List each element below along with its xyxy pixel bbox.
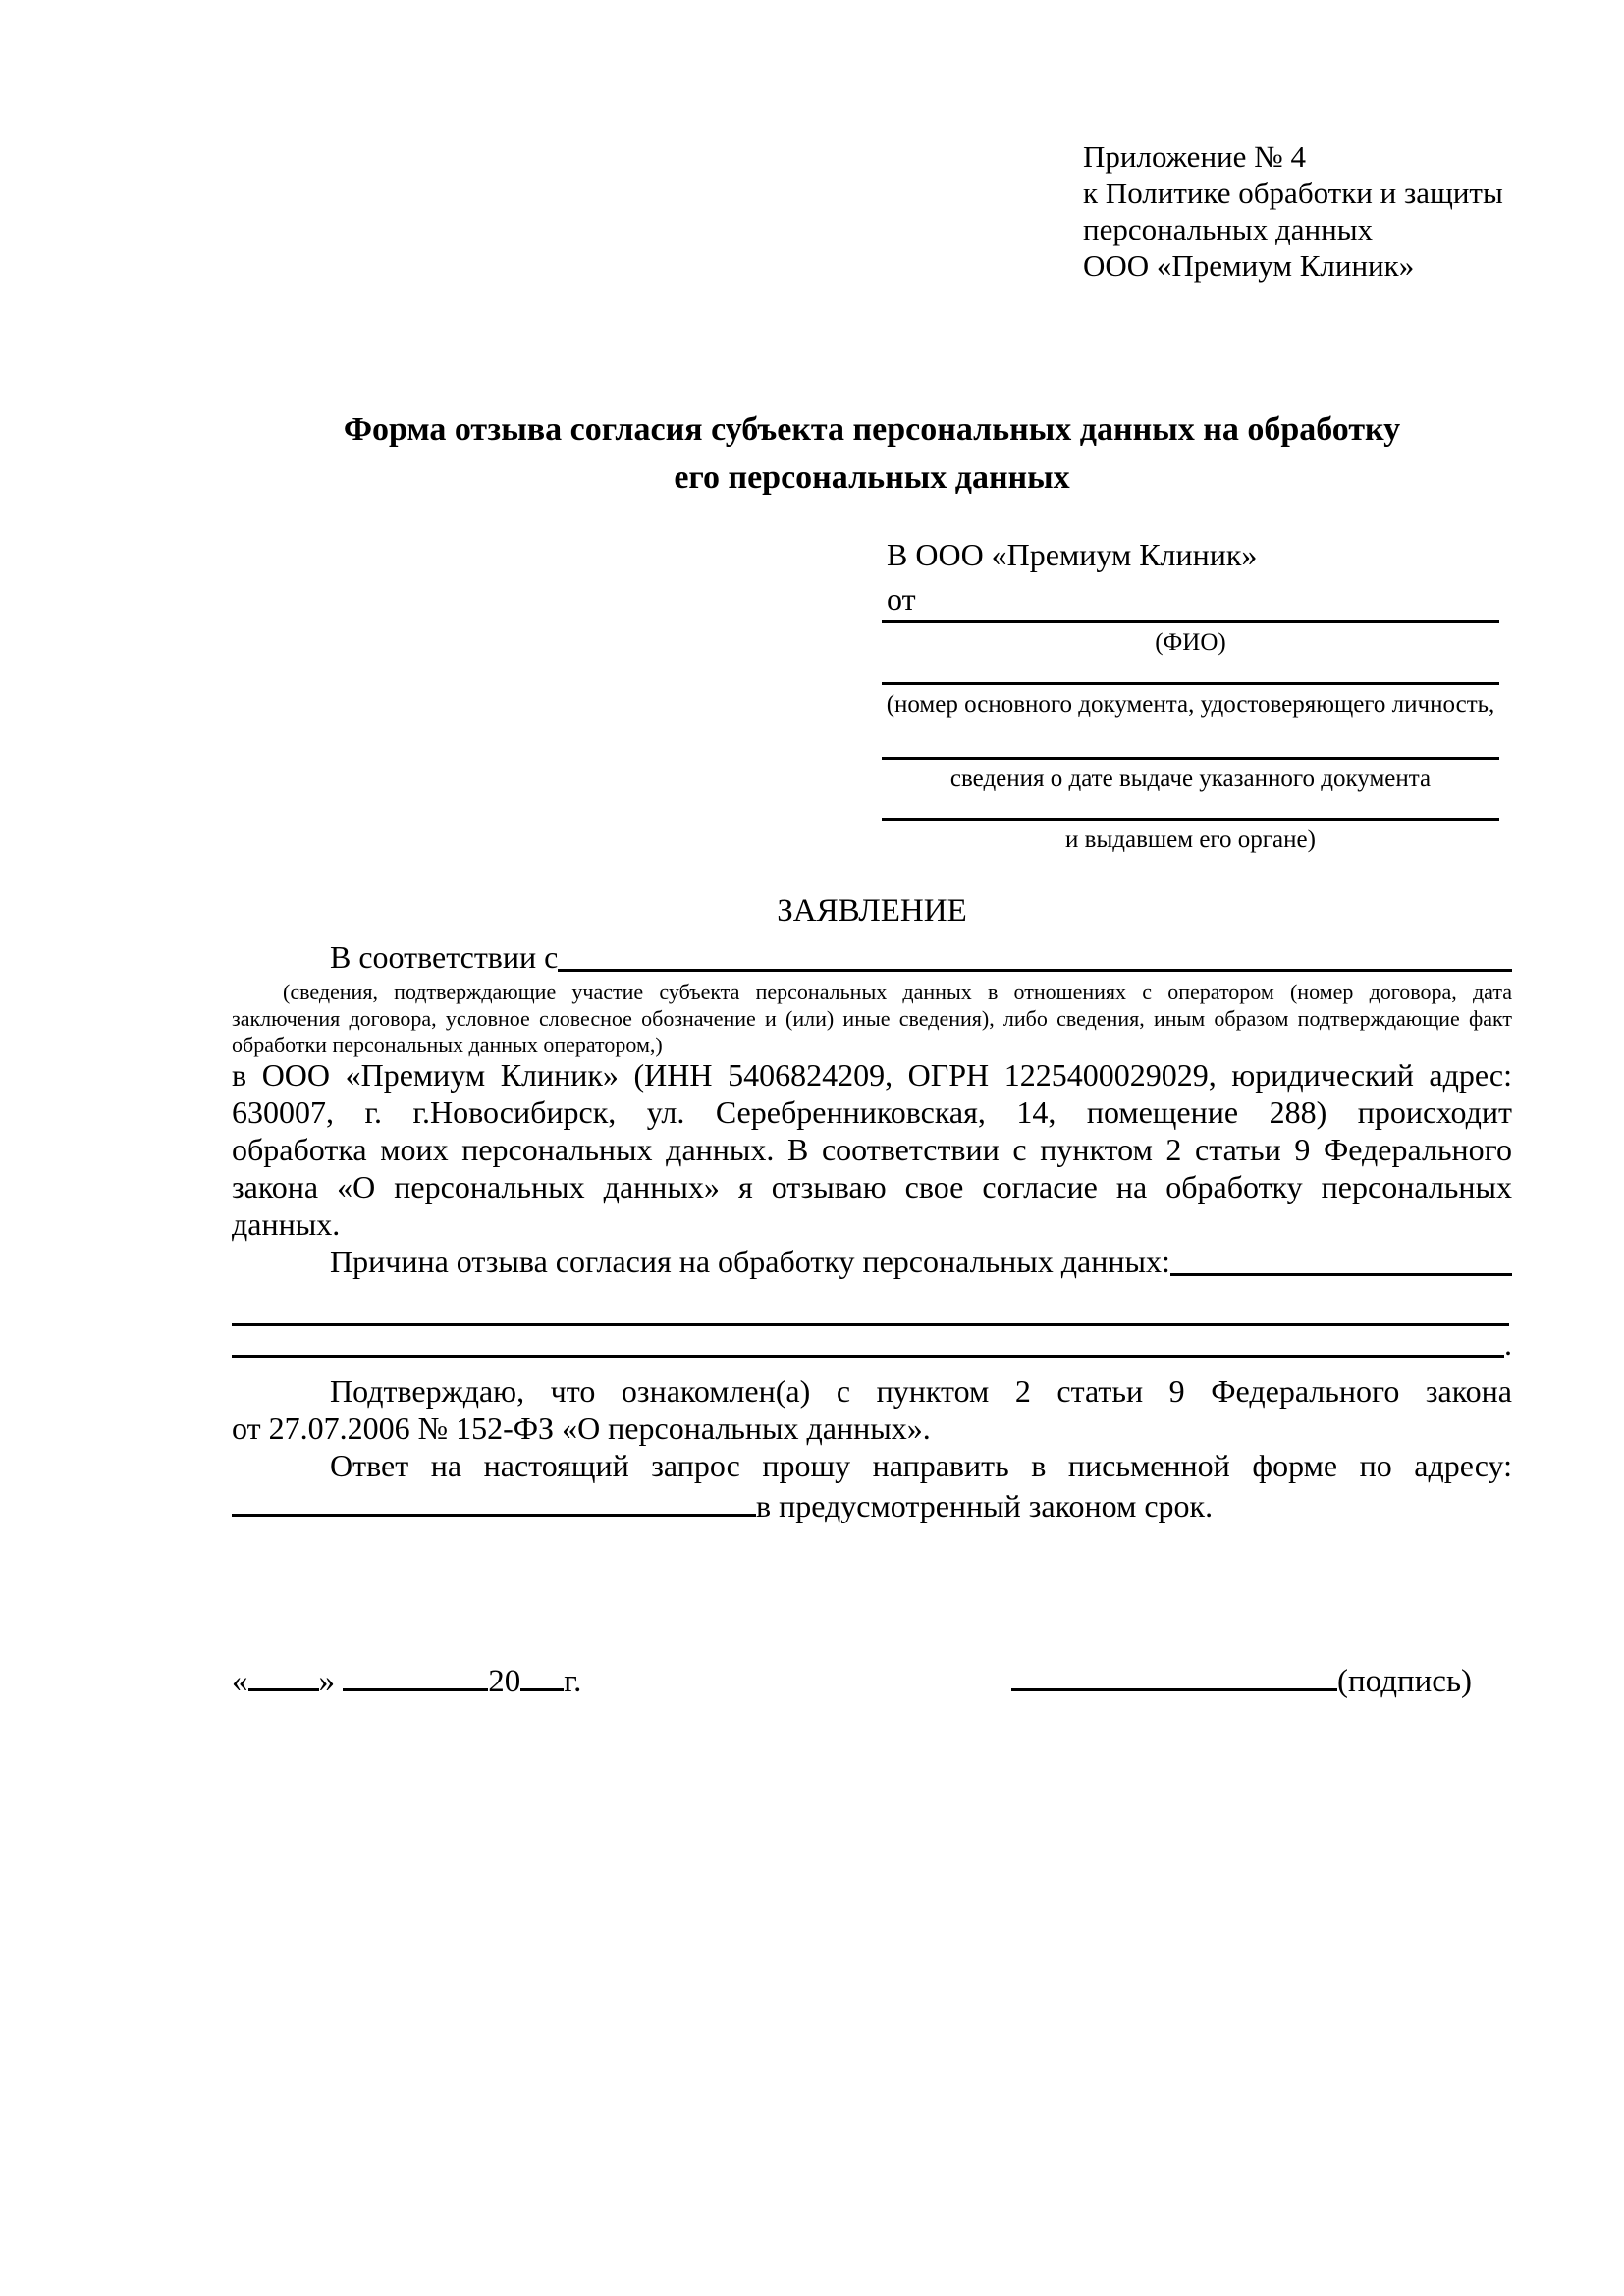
body-line: обработка моих персональных данных. В соответствии с пунктом 2 статьи 9 Федерального <box>232 1132 1512 1167</box>
issuing-authority-caption: и выдавшем его органе) <box>1065 827 1316 853</box>
appendix-line: персональных данных <box>1083 212 1374 246</box>
note-block <box>232 979 1512 1058</box>
year-prefix: 20 <box>488 1664 521 1699</box>
from-label: от <box>887 581 916 616</box>
body-line: в ООО «Премиум Клиник» (ИНН 5406824209, ОГРН 1225400029029, юридический адрес: <box>232 1057 1512 1093</box>
reason-continuation-blank-line-2 <box>232 1327 1512 1362</box>
body-line: данных. <box>232 1206 341 1242</box>
day-blank <box>248 1659 319 1691</box>
reply-address-line <box>232 1484 1512 1524</box>
period-mark: . <box>1504 1326 1512 1362</box>
body-paragraph <box>232 1056 1512 1243</box>
year-blank <box>520 1659 564 1691</box>
appendix-line: к Политике обработки и защиты <box>1083 176 1503 210</box>
issue-date-caption: сведения о дате выдаче указанного документа <box>949 766 1432 792</box>
document-title <box>232 405 1512 502</box>
reply-request-line: Ответ на настоящий запрос прошу направить в письменной форме по адресу: <box>330 1448 1512 1483</box>
fio-caption: (ФИО) <box>1155 629 1226 656</box>
reason-label: Причина отзыва согласия на обработку персональных данных: <box>330 1244 1170 1279</box>
reason-line <box>232 1243 1512 1281</box>
title-line: его персональных данных <box>674 459 1070 496</box>
reason-blank-line <box>1170 1273 1512 1276</box>
note-line: заключения договора, условное словесное обозначение и (или) иные сведения), либо сведения, иным образом подтверждающие факт <box>232 1006 1512 1031</box>
note-line: обработки персональных данных оператором,) <box>232 1033 663 1057</box>
body-line: 630007, г. г.Новосибирск, ул. Серебренниковская, 14, помещение 288) происходит <box>232 1095 1512 1130</box>
quote-close: » <box>318 1664 335 1699</box>
reason-continuation-blank-line <box>232 1323 1509 1326</box>
note-line: (сведения, подтверждающие участие субъекта персональных данных в отношениях с оператором (номер договора, дата <box>283 980 1512 1004</box>
date-line <box>232 1659 581 1701</box>
year-suffix: г. <box>564 1664 582 1699</box>
signature-blank <box>1011 1659 1337 1691</box>
confirmation-line: от 27.07.2006 № 152-ФЗ «О персональных данных». <box>232 1411 931 1446</box>
appendix-block <box>1083 138 1503 284</box>
body-line: закона «О персональных данных» я отзываю свое согласие на обработку персональных <box>232 1169 1512 1204</box>
blank-line <box>232 1355 1504 1358</box>
fio-blank-line <box>882 620 1499 623</box>
document-number-caption: (номер основного документа, удостоверяющего личность, <box>886 691 1495 718</box>
document-number-blank-line <box>882 682 1499 685</box>
address-blank-line <box>232 1484 756 1517</box>
intro-prefix: В соответствии с <box>330 939 559 975</box>
confirmation-line: Подтверждаю, что ознакомлен(а) с пунктом 2 статьи 9 Федерального закона <box>330 1373 1512 1409</box>
signature-line <box>1011 1659 1472 1701</box>
issue-date-blank-line <box>882 757 1499 760</box>
reply-suffix: в предусмотренный законом срок. <box>756 1488 1214 1523</box>
addressee-organization: В ООО «Премиум Клиник» <box>887 537 1258 572</box>
issuing-authority-blank-line <box>882 818 1499 821</box>
appendix-line: ООО «Премиум Клиник» <box>1083 248 1415 283</box>
appendix-line: Приложение № 4 <box>1083 139 1306 174</box>
statement-heading: ЗАЯВЛЕНИЕ <box>777 893 967 929</box>
month-blank <box>343 1659 488 1691</box>
title-line: Форма отзыва согласия субъекта персональных данных на обработку <box>343 411 1401 448</box>
intro-blank-line <box>558 969 1512 972</box>
signature-caption: (подпись) <box>1337 1664 1472 1699</box>
intro-line <box>232 938 1512 977</box>
quote-open: « <box>232 1664 248 1699</box>
